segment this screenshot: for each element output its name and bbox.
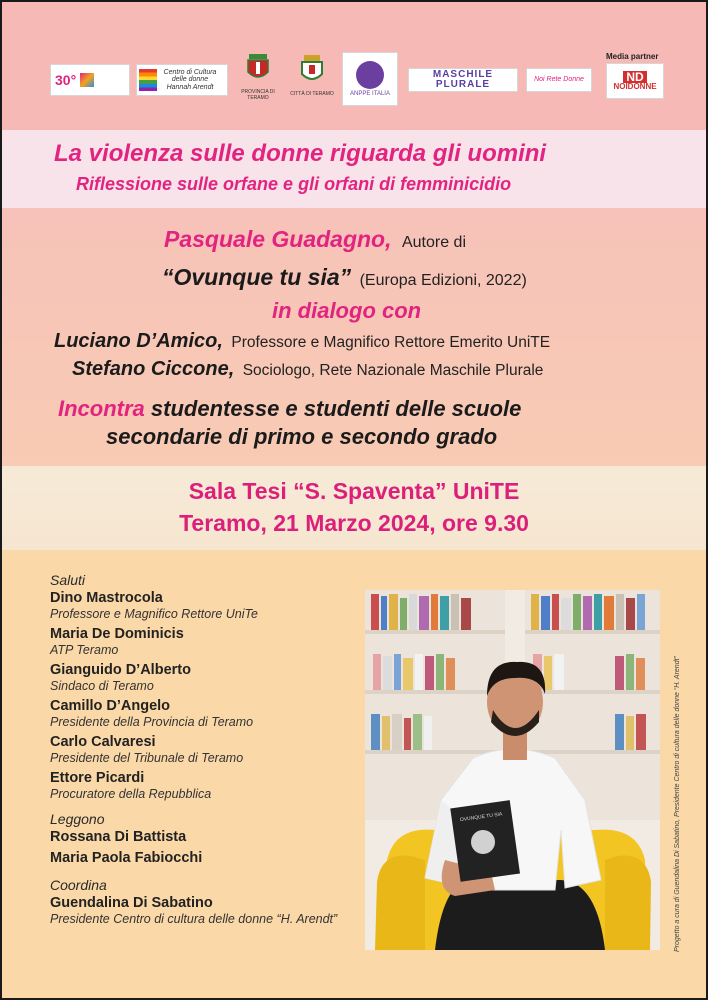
author-role: Autore di	[401, 234, 466, 251]
logo-noidonne-mark: ND	[623, 71, 646, 84]
logo-anppe	[342, 52, 398, 106]
logo-citta-teramo	[290, 54, 334, 106]
author-line	[164, 226, 466, 253]
provincia-crest-icon	[245, 52, 271, 84]
saluti-name: Carlo Calvaresi	[50, 734, 156, 750]
event-title: La violenza sulle donne riguarda gli uomini	[54, 140, 547, 167]
book-info: (Europa Edizioni, 2022)	[359, 272, 527, 289]
logo-provincia-teramo	[238, 52, 278, 104]
reader-name: Maria Paola Fabiocchi	[50, 850, 203, 866]
venue-place: Sala Tesi “S. Spaventa” UniTE	[188, 478, 520, 504]
logo-provincia-text: PROVINCIA DI TERAMO	[241, 89, 275, 101]
saluti-name: Ettore Picardi	[50, 770, 145, 786]
logo-anppe-text: ANPPE ITALIA	[350, 90, 390, 97]
reader-name: Rossana Di Battista	[50, 829, 187, 845]
media-partner-label: Media partner	[606, 52, 659, 61]
book-title: “Ovunque tu sia”	[162, 264, 352, 290]
logo-30-cube	[80, 73, 94, 87]
logo-centro-cultura	[136, 64, 228, 96]
coordina-heading: Coordina	[50, 877, 107, 893]
coordinator-name: Guendalina Di Sabatino	[50, 895, 213, 911]
author-photo	[365, 590, 660, 950]
logo-centro-cultura-text: Centro di Cultura delle donne Hannah Arendt	[163, 68, 217, 91]
saluti-name: Dino Mastrocola	[50, 590, 163, 606]
rainbow-flag-icon	[139, 69, 157, 91]
guest2-name: Stefano Ciccone,	[72, 358, 235, 380]
speakers-list	[50, 572, 350, 931]
coordinator-role: Presidente Centro di cultura delle donne “H. Arendt”	[50, 912, 338, 926]
held-book	[450, 800, 520, 882]
guest1-name: Luciano D’Amico,	[54, 330, 223, 352]
meets-word: Incontra	[58, 396, 145, 421]
logo-30-anniversary	[50, 64, 130, 96]
globe-icon	[356, 61, 384, 89]
logo-rete-donne	[526, 68, 592, 92]
citta-crest-icon	[299, 54, 325, 86]
event-subtitle: Riflessione sulle orfane e gli orfani di femminicidio	[76, 174, 512, 194]
logo-maschile-plurale-text: MASCHILE PLURALE	[432, 68, 494, 90]
leggono-heading: Leggono	[50, 811, 105, 827]
dialogue-heading: in dialogo con	[272, 298, 422, 323]
venue-datetime: Teramo, 21 Marzo 2024, ore 9.30	[179, 510, 529, 536]
meets-line2: secondarie di primo e secondo grado	[106, 424, 498, 449]
logo-noidonne	[606, 63, 664, 99]
meets-rest1: studentesse e studenti delle scuole	[150, 396, 522, 421]
meets-line1	[58, 396, 521, 422]
saluti-role: Professore e Magnifico Rettore UniTe	[50, 607, 258, 621]
guest2-line	[72, 358, 543, 381]
saluti-name: Gianguido D’Alberto	[50, 662, 191, 678]
author-name: Pasquale Guadagno,	[164, 226, 392, 252]
saluti-role: Sindaco di Teramo	[50, 679, 154, 693]
saluti-name: Maria De Dominicis	[50, 626, 184, 642]
logo-30-text: 30°	[55, 71, 77, 88]
logo-citta-text: CITTÀ DI TERAMO	[290, 91, 334, 97]
guest2-role: Sociologo, Rete Nazionale Maschile Plurale	[242, 362, 544, 379]
logo-maschile-plurale	[408, 68, 518, 92]
logo-rete-donne-text: Noi Rete Donne	[534, 76, 584, 84]
logo-noidonne-text: NOIDONNE	[613, 82, 657, 92]
side-credit: Progetto a cura di Guendalina Di Sabatino, Presidente Centro di cultura delle donne “H. Arendt”	[674, 656, 681, 952]
book-cover-title: OVUNQUE TU SIA	[459, 811, 503, 824]
saluti-role: Presidente del Tribunale di Teramo	[50, 751, 244, 765]
guest1-role: Professore e Magnifico Rettore Emerito UniTE	[231, 334, 551, 351]
saluti-role: Presidente della Provincia di Teramo	[50, 715, 254, 729]
saluti-role: Procuratore della Repubblica	[50, 787, 212, 801]
saluti-role: ATP Teramo	[50, 643, 119, 657]
saluti-name: Camillo D’Angelo	[50, 698, 171, 714]
saluti-heading: Saluti	[50, 572, 86, 588]
book-line	[162, 264, 527, 291]
guest1-line	[54, 330, 550, 353]
author-photo-illustration	[365, 590, 660, 950]
